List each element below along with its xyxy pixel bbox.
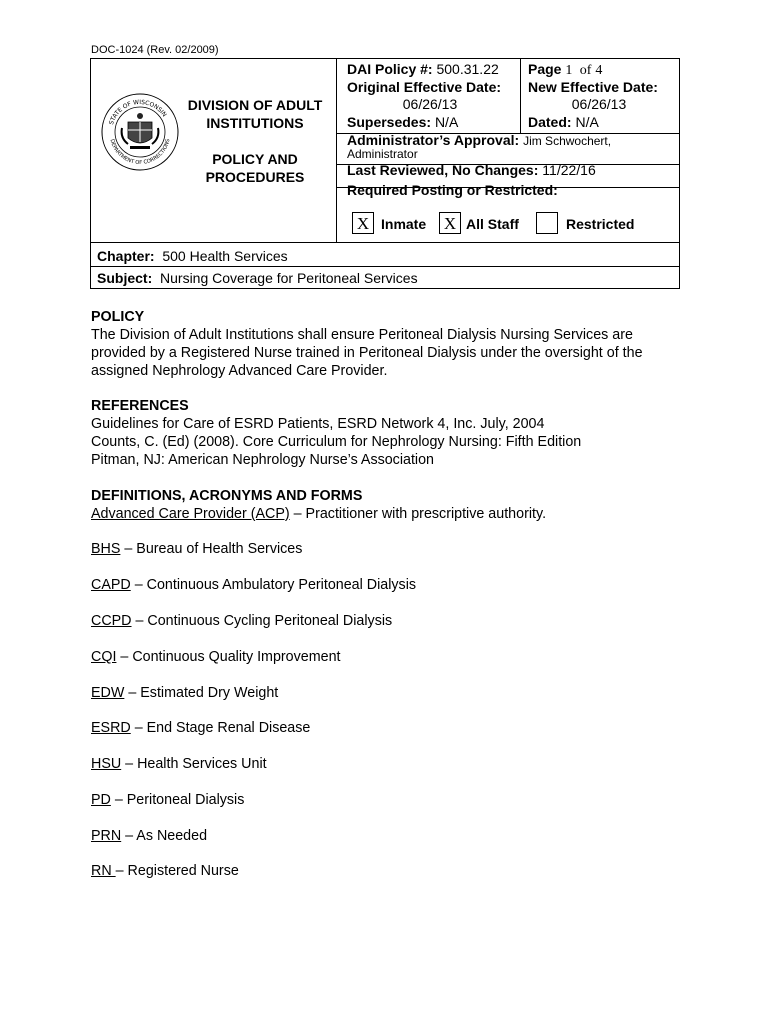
- inmate-label: Inmate: [381, 216, 427, 232]
- references-heading: REFERENCES: [91, 398, 189, 414]
- posting-label: Required Posting or Restricted:: [347, 182, 558, 198]
- definition-item: EDW – Estimated Dry Weight: [91, 685, 279, 701]
- policy-line: assigned Nephrology Advanced Care Provider.: [91, 363, 388, 379]
- policy-and-title: POLICY AND: [212, 151, 298, 167]
- new-effective-label: New Effective Date:: [528, 79, 658, 95]
- definition-item: Advanced Care Provider (ACP) – Practitioner with prescriptive authority.: [91, 506, 547, 522]
- supersedes: Supersedes: N/A: [347, 114, 459, 130]
- definition-item: CQI – Continuous Quality Improvement: [91, 649, 341, 665]
- chapter: Chapter: 500 Health Services: [97, 248, 288, 264]
- approval-title: Administrator: [347, 147, 418, 161]
- definition-item: PRN – As Needed: [91, 828, 208, 844]
- policy-heading: POLICY: [91, 309, 145, 325]
- reference-line: Pitman, NJ: American Nephrology Nurse’s Association: [91, 452, 435, 468]
- dated: Dated: N/A: [528, 114, 599, 130]
- document-number: DOC-1024 (Rev. 02/2009): [91, 44, 219, 56]
- seal-bottom-text: DEPARTMENT OF CORRECTIONS: [108, 138, 172, 167]
- policy-number: DAI Policy #: 500.31.22: [347, 61, 499, 77]
- definitions-heading: DEFINITIONS, ACRONYMS AND FORMS: [91, 488, 363, 504]
- original-effective-date: 06/26/13: [402, 96, 458, 112]
- wisconsin-doc-seal: [100, 92, 180, 172]
- policy-line: The Division of Adult Institutions shall ensure Peritoneal Dialysis Nursing Services are: [91, 327, 633, 343]
- all-staff-checkbox[interactable]: X: [439, 212, 461, 234]
- page-indicator: Page 1 of 4: [528, 61, 603, 78]
- policy-line: provided by a Registered Nurse trained in Peritoneal Dialysis under the oversight of the: [91, 345, 643, 361]
- seal-top-text: STATE OF WISCONSIN: [108, 98, 168, 126]
- reference-line: Guidelines for Care of ESRD Patients, ESRD Network 4, Inc. July, 2004: [91, 416, 545, 432]
- definition-item: ESRD – End Stage Renal Disease: [91, 720, 311, 736]
- inmate-checkbox[interactable]: X: [352, 212, 374, 234]
- definition-item: HSU – Health Services Unit: [91, 756, 267, 772]
- restricted-checkbox[interactable]: [536, 212, 558, 234]
- subject: Subject: Nursing Coverage for Peritoneal Services: [97, 270, 418, 286]
- procedures-title: PROCEDURES: [205, 169, 305, 185]
- new-effective-date: 06/26/13: [571, 96, 627, 112]
- definition-item: CAPD – Continuous Ambulatory Peritoneal Dialysis: [91, 577, 417, 593]
- definition-item: BHS – Bureau of Health Services: [91, 541, 303, 557]
- restricted-label: Restricted: [566, 216, 635, 232]
- all-staff-label: All Staff: [466, 216, 519, 232]
- division-title: DIVISION OF ADULT: [187, 97, 323, 113]
- original-effective-label: Original Effective Date:: [347, 79, 502, 95]
- last-reviewed: Last Reviewed, No Changes: 11/22/16: [347, 162, 596, 178]
- institutions-title: INSTITUTIONS: [206, 115, 304, 131]
- definition-item: PD – Peritoneal Dialysis: [91, 792, 245, 808]
- definition-item: RN – Registered Nurse: [91, 863, 239, 879]
- administrator-approval: Administrator’s Approval: Jim Schwochert,: [347, 132, 612, 148]
- definition-item: CCPD – Continuous Cycling Peritoneal Dialysis: [91, 613, 393, 629]
- reference-line: Counts, C. (Ed) (2008). Core Curriculum for Nephrology Nursing: Fifth Edition: [91, 434, 582, 450]
